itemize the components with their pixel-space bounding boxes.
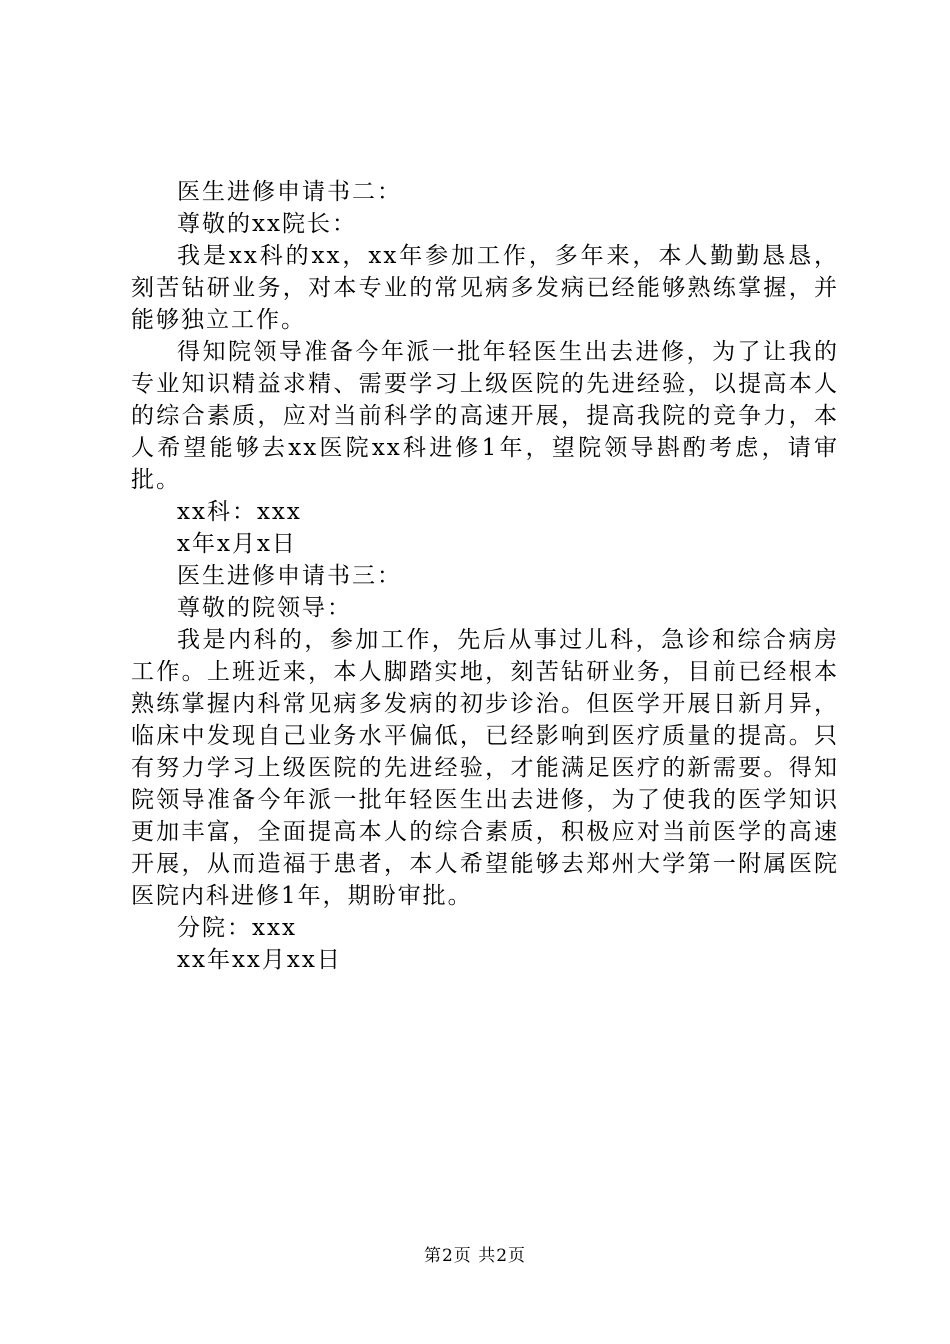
letter2-title: 医生进修申请书二：	[177, 179, 402, 205]
letter2-date: x年x月x日	[177, 531, 297, 557]
letter3-signature: 分院：xxx	[177, 915, 297, 941]
letter2-signature: xx科：xxx	[177, 499, 302, 525]
letter3-paragraph-1: 我是内科的，参加工作，先后从事过儿科，急诊和综合病房工作。上班近来，本人脚踏实地，刻苦钻研业务，目前已经根本熟练掌握内科常见病多发病的初步诊治。但医学开展日新月异，临床中发现自己业务水平偏低，已经影响到医疗质量的提高。只有努力学习上级医院的先进经验，才能满足医疗的新需要。得知院领导准备今年派一批年轻医生出去进修，为了使我的医学知识更加丰富，全面提高本人的综合素质，积极应对当前医学的高速开展，从而造福于患者，本人希望能够去郑州大学第一附属医院医院内科进修1年，期盼审批。	[131, 627, 839, 909]
letter3-title: 医生进修申请书三：	[177, 563, 402, 589]
document-body	[131, 176, 839, 976]
letter2-paragraph-1: 我是xx科的xx，xx年参加工作，多年来，本人勤勤恳恳，刻苦钻研业务，对本专业的常见病多发病已经能够熟练掌握，并能够独立工作。	[131, 243, 839, 333]
letter3-date: xx年xx月xx日	[177, 947, 342, 973]
letter2-salutation: 尊敬的xx院长：	[177, 211, 357, 237]
letter3-salutation: 尊敬的院领导：	[177, 595, 352, 621]
page-number: 第2页 共2页	[423, 1246, 527, 1266]
page-footer	[0, 1244, 950, 1268]
letter2-paragraph-2: 得知院领导准备今年派一批年轻医生出去进修，为了让我的专业知识精益求精、需要学习上级医院的先进经验，以提高本人的综合素质，应对当前科学的高速开展，提高我院的竞争力，本人希望能够去xx医院xx科进修1年，望院领导斟酌考虑，请审批。	[131, 339, 839, 493]
